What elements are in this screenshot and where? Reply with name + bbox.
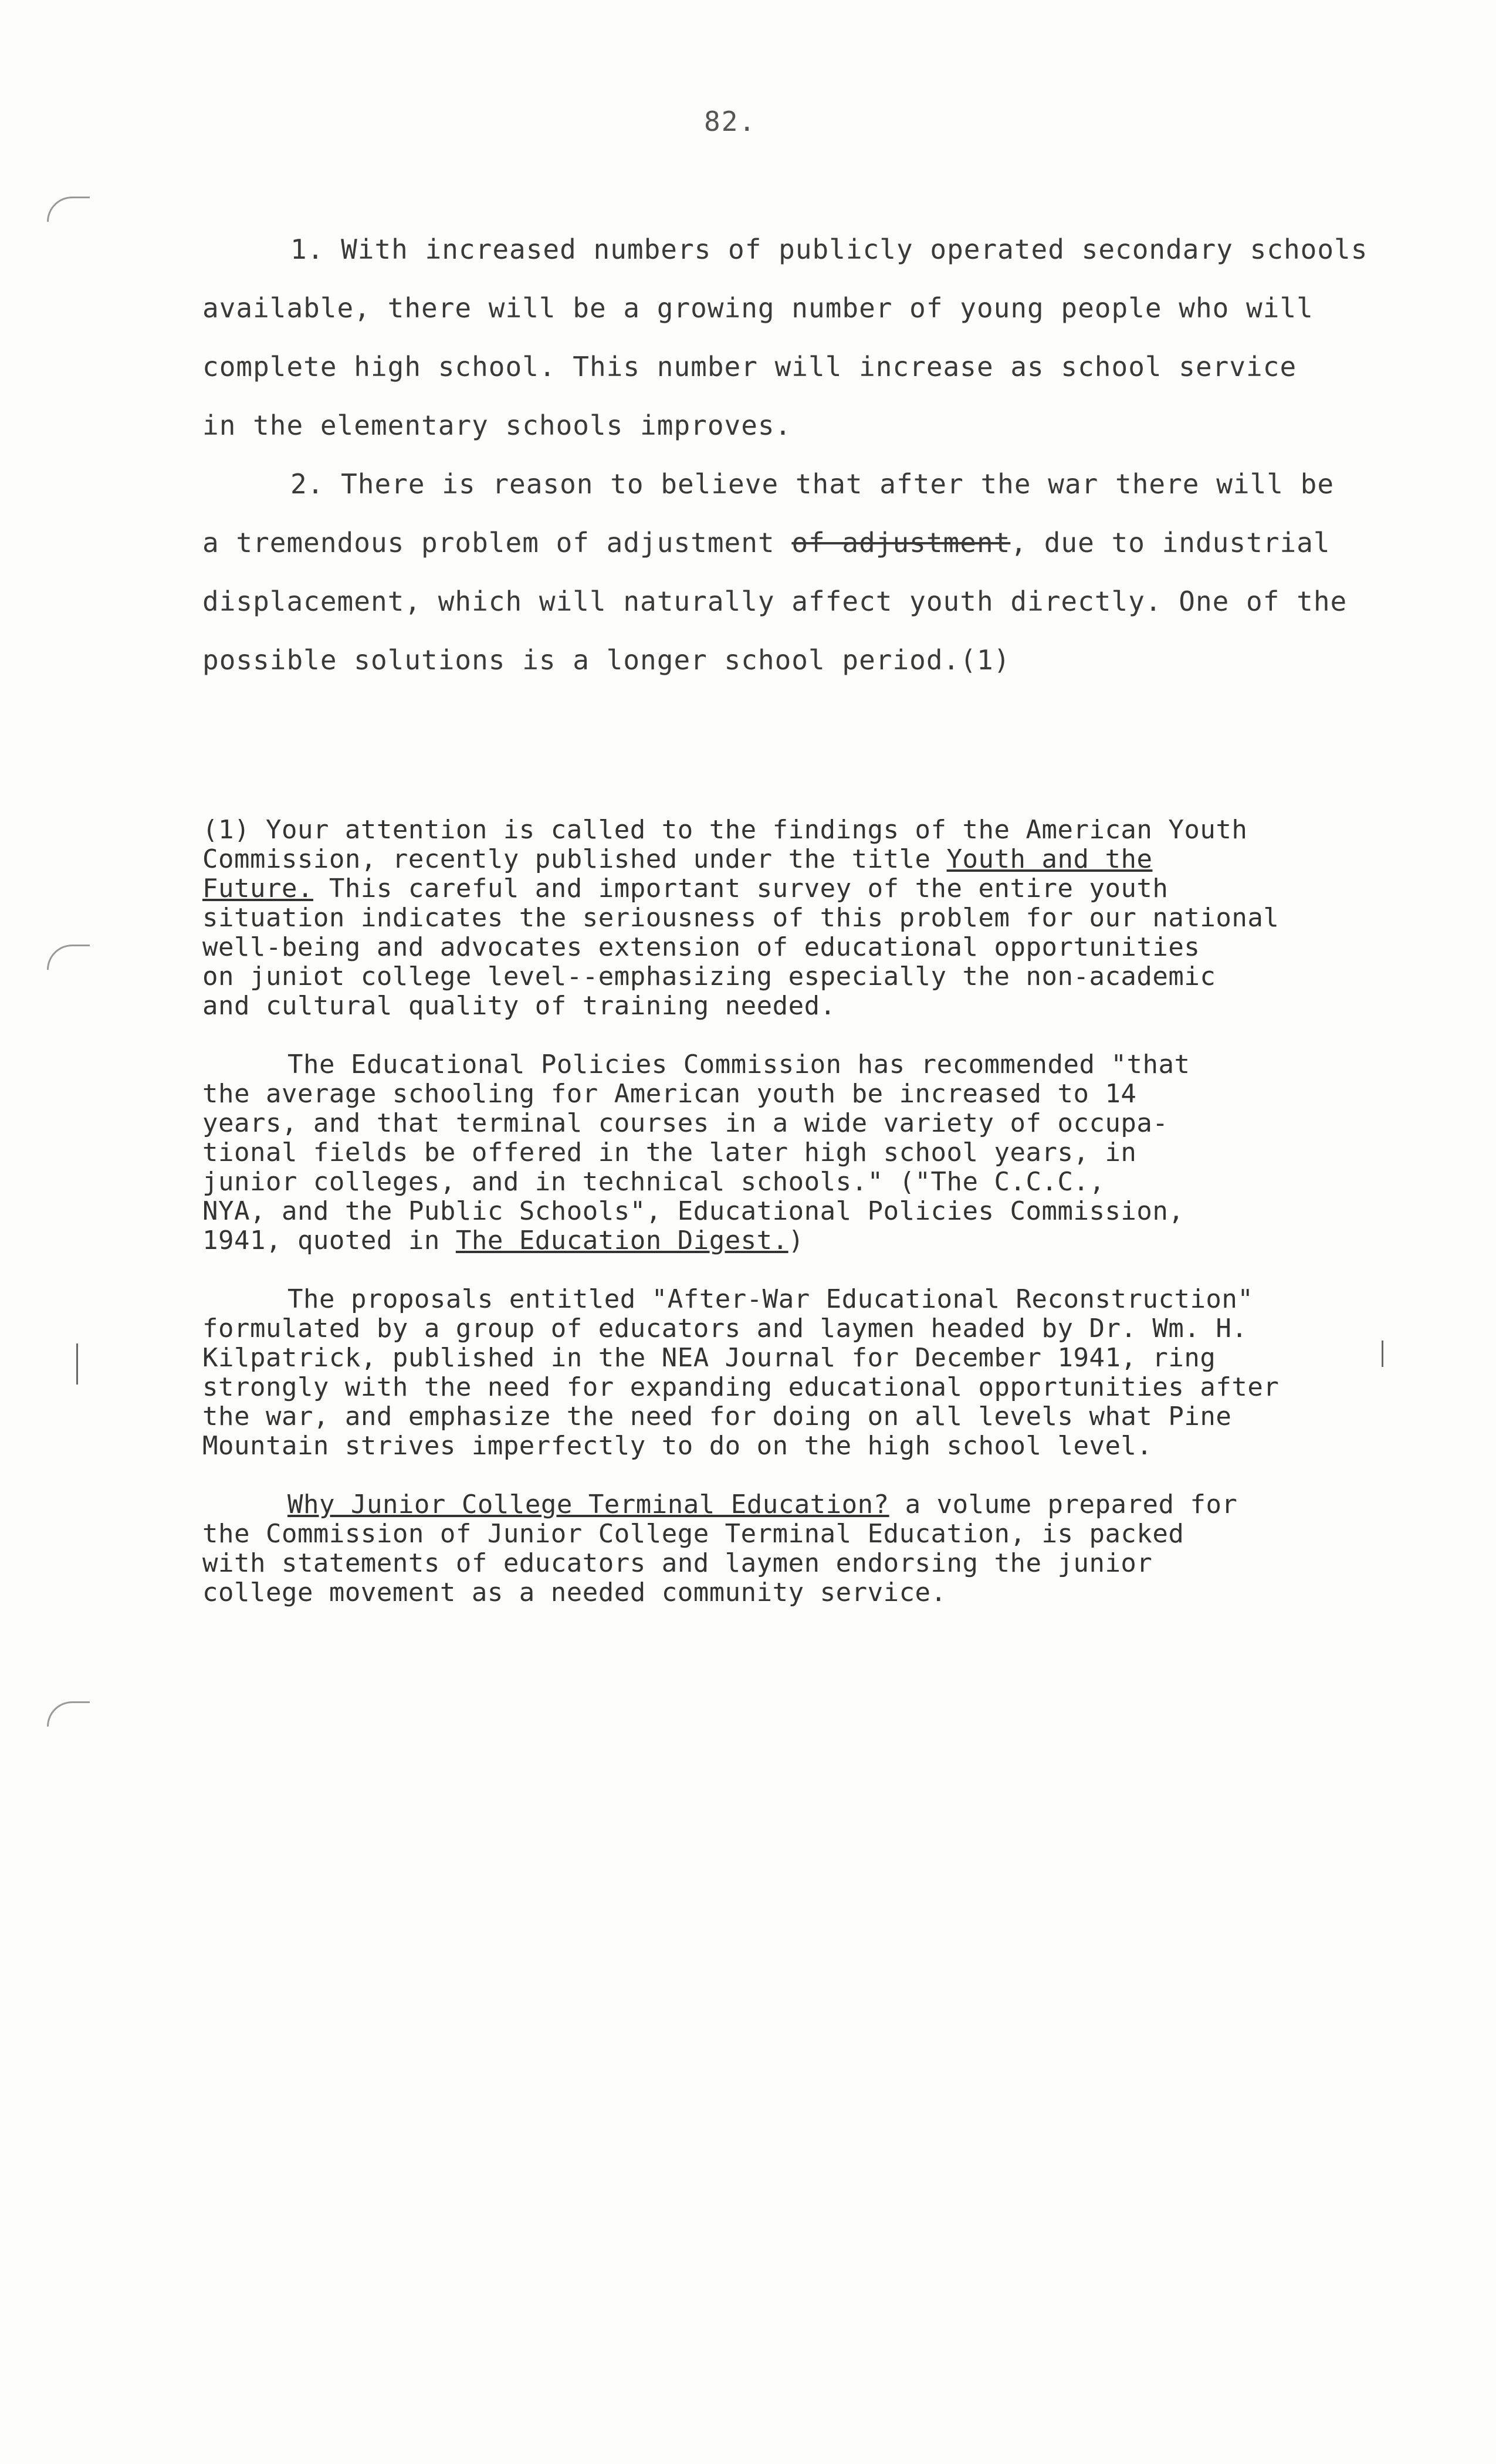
footnote-line: and cultural quality of training needed. [202, 991, 836, 1021]
book-title: Youth and the [946, 844, 1153, 874]
footnote-line: with statements of educators and laymen endorsing the junior [202, 1548, 1153, 1578]
junior-college-paragraph [202, 1490, 1399, 1607]
footnote-line: situation indicates the seriousness of this problem for our national [202, 903, 1280, 933]
body-line: possible solutions is a longer school period.(1) [202, 644, 1011, 676]
after-war-paragraph [202, 1285, 1399, 1461]
footnote-line: the Commission of Junior College Terminal Education, is packed [202, 1519, 1184, 1549]
epc-paragraph [202, 1050, 1399, 1255]
footnote-line: well-being and advocates extension of educational opportunities [202, 932, 1200, 962]
footnote-line: Kilpatrick, published in the NEA Journal for December 1941, ring [202, 1343, 1216, 1373]
body-line: in the elementary schools improves. [202, 409, 792, 441]
footnote-line [202, 874, 1399, 903]
footnote-text-segment: 1941, quoted in [202, 1226, 440, 1255]
body-line [202, 513, 1434, 572]
footnote-line: The Educational Policies Commission has recommended "that [287, 1050, 1190, 1079]
body-text [202, 220, 1434, 689]
page-number: 82. [704, 106, 757, 137]
footnote-text-segment: a volume prepared for [889, 1490, 1238, 1519]
footnote-text-segment: This careful and important survey of the entire youth [313, 874, 1169, 903]
book-title: Why Junior College Terminal Education? [287, 1490, 889, 1519]
footnote-1 [202, 815, 1399, 1021]
footnote-line: formulated by a group of educators and laymen headed by Dr. Wm. H. [202, 1314, 1248, 1343]
footnote-line: college movement as a needed community service. [202, 1578, 947, 1607]
footnote-line: Mountain strives imperfectly to do on the high school level. [202, 1431, 1153, 1461]
footnote-line [202, 1490, 1399, 1519]
body-line: 2. There is reason to believe that after the war there will be [290, 468, 1335, 500]
footnote-line: The proposals entitled "After-War Educational Reconstruction" [287, 1284, 1254, 1314]
footnote-line: the average schooling for American youth be increased to 14 [202, 1079, 1137, 1109]
binder-hole-mark [47, 197, 90, 222]
body-line: displacement, which will naturally affect youth directly. One of the [202, 585, 1348, 617]
footnote-line: years, and that terminal courses in a wide variety of occupa- [202, 1108, 1169, 1138]
body-line: complete high school. This number will increase as school service [202, 351, 1297, 383]
footnote-line: (1) Your attention is called to the findings of the American Youth [202, 815, 1248, 845]
footnote-line [202, 845, 1399, 874]
binder-hole-mark [47, 1701, 90, 1727]
footnote-line: on juniot college level--emphasizing especially the non-academic [202, 962, 1216, 991]
struck-through-text: of adjustment [791, 527, 1011, 559]
book-title: Future. [202, 874, 313, 903]
body-line: 1. With increased numbers of publicly operated secondary schools [290, 233, 1368, 265]
footnote-line [202, 1226, 1399, 1255]
body-text-segment: , due to industrial [1010, 527, 1331, 559]
footnotes [202, 815, 1399, 1637]
footnote-line: strongly with the need for expanding educational opportunities after [202, 1372, 1280, 1402]
footnote-text-segment: Commission, recently published under the title [202, 844, 931, 874]
footnote-line: NYA, and the Public Schools", Educational Policies Commission, [202, 1196, 1184, 1226]
footnote-text-segment: ) [788, 1226, 804, 1255]
footnote-line: tional fields be offered in the later high school years, in [202, 1138, 1137, 1167]
journal-title: The Education Digest. [455, 1226, 788, 1255]
footnote-line: the war, and emphasize the need for doing on all levels what Pine [202, 1402, 1232, 1431]
footnote-line: junior colleges, and in technical schools." ("The C.C.C., [202, 1167, 1105, 1197]
body-line: available, there will be a growing number of young people who will [202, 292, 1314, 324]
binder-hole-mark [47, 945, 90, 970]
body-text-segment: a tremendous problem of adjustment [202, 527, 775, 559]
margin-mark [76, 1343, 78, 1385]
